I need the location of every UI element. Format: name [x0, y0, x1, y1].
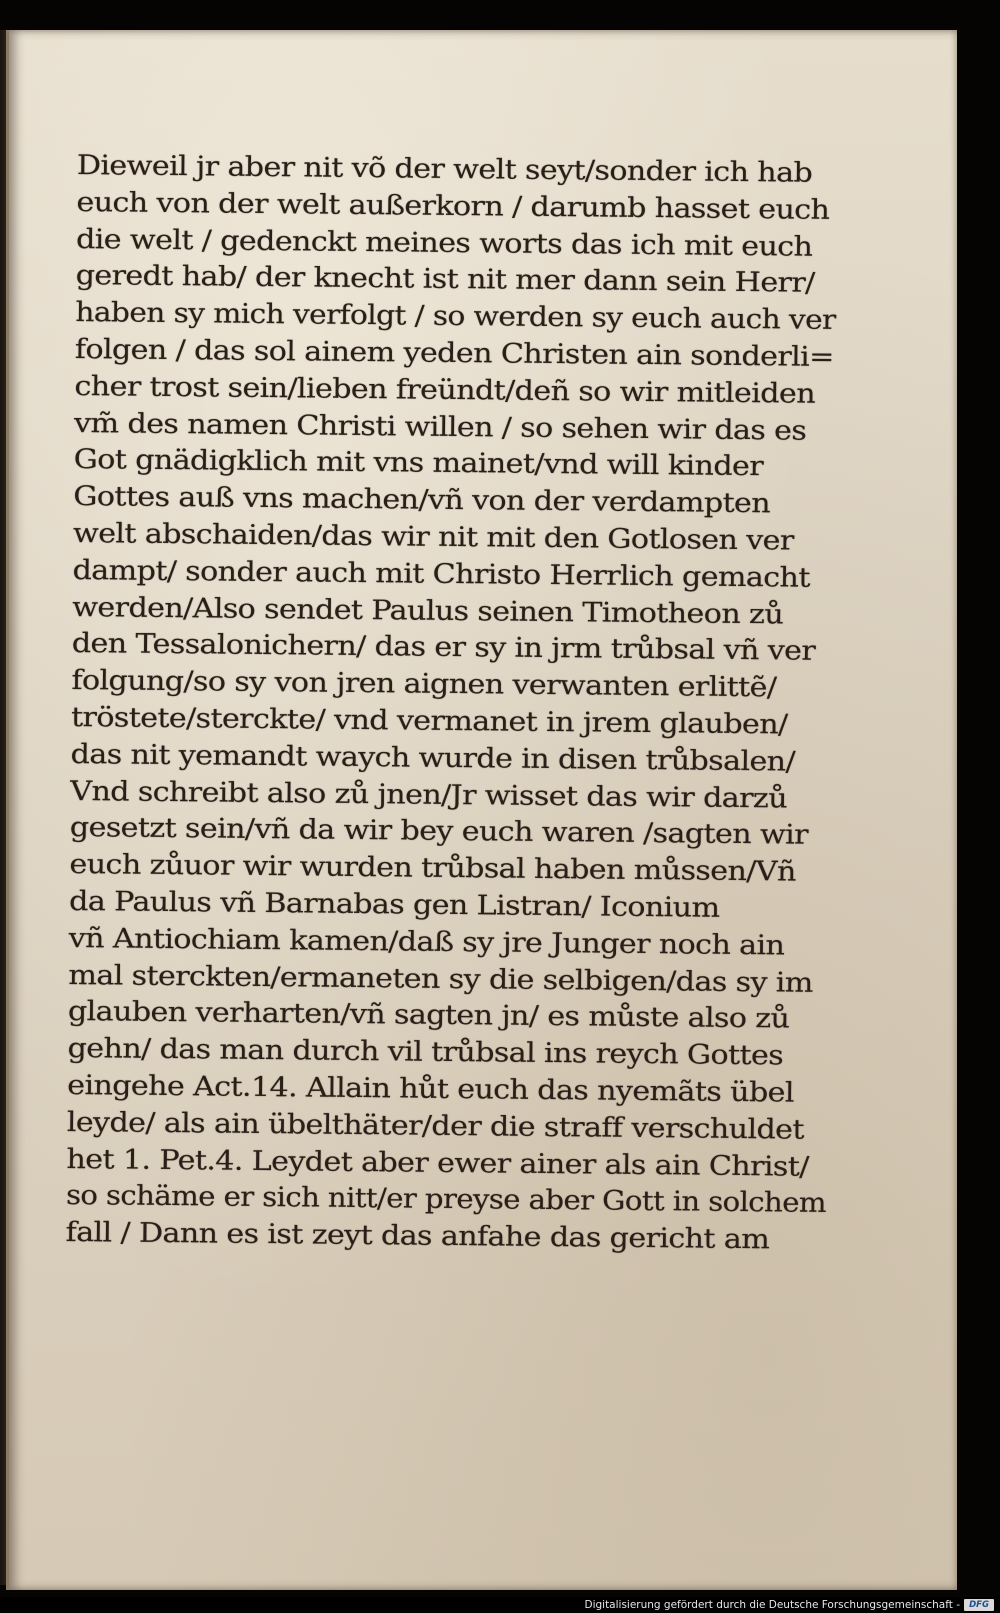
text-line: eingehe Act.14. Allain hůt euch das nyemãts übel [67, 1069, 795, 1109]
text-line: tröstete/sterckte/ vnd vermanet in jrem glauben/ [70, 701, 788, 741]
text-line: folgen / das sol ainem yeden Christen ain sonderli= [74, 333, 834, 373]
text-line: da Paulus vñ Barnabas gen Listran/ Iconium [68, 885, 720, 924]
text-line: glauben verharten/vñ sagten jn/ es můste also zů [67, 996, 790, 1035]
text-line: gehn/ das man durch vil trůbsal ins reych Gottes [67, 1033, 784, 1072]
text-line: folgung/so sy von jren aignen verwanten erlittẽ/ [71, 665, 777, 704]
text-line: so schäme er sich nitt/er preyse aber Gott in solchem [65, 1180, 827, 1220]
text-line: die welt / gedenckt meines worts das ich mit euch [75, 223, 813, 263]
text-line: vñ Antiochiam kamen/daß sy jre Junger noch ain [68, 922, 785, 962]
text-line: fall / Dann es ist zeyt das anfahe das gericht am [65, 1217, 770, 1256]
text-line: cher trost sein/lieben freündt/deñ so wir mitleiden [74, 370, 816, 410]
text-line: Vnd schreibt also zů jnen/Jr wisset das wir darzů [70, 775, 788, 815]
text-line: dampt/ sonder auch mit Christo Herrlich gemacht [72, 554, 810, 594]
text-line: Dieweil jr aber nit võ der welt seyt/sonder ich hab [76, 149, 813, 189]
text-line: welt abschaiden/das wir nit mit den Gotlosen ver [72, 517, 794, 557]
text-line: gesetzt sein/vñ da wir bey euch waren /sagten wir [69, 812, 809, 852]
book-page [6, 30, 957, 1590]
text-line: den Tessalonichern/ das er sy in jrm trůbsal vñ ver [71, 628, 816, 668]
funding-credit: Digitalisierung gefördert durch die Deutsche Forschungsgemeinschaft - [584, 1599, 960, 1611]
dfg-logo: DFG [964, 1599, 994, 1611]
text-line: haben sy mich verfolgt / so werden sy euch auch ver [75, 297, 836, 337]
text-line: euch von der welt außerkorn / darumb hasset euch [76, 186, 830, 226]
text-line: Gottes auß vns machen/vñ von der verdampten [73, 481, 771, 520]
text-line: geredt hab/ der knecht ist nit mer dann sein Herr/ [75, 260, 815, 300]
text-line: vm̃ des namen Christi willen / so sehen wir das es [73, 407, 807, 447]
text-line: het 1. Pet.4. Leydet aber ewer ainer als ain Christ/ [66, 1143, 809, 1183]
text-line: leyde/ als ain übelthäter/der die straff verschuldet [66, 1106, 804, 1146]
text-line: werden/Also sendet Paulus seinen Timotheon zů [72, 591, 784, 630]
body-text [65, 148, 837, 1260]
text-line: euch zůuor wir wurden trůbsal haben můssen/Vñ [69, 849, 796, 888]
text-line: das nit yemandt waych wurde in disen trůbsalen/ [70, 738, 796, 778]
text-line: Got gnädigklich mit vns mainet/vnd will kinder [73, 444, 764, 483]
text-line: mal sterckten/ermaneten sy die selbigen/das sy im [68, 959, 813, 999]
